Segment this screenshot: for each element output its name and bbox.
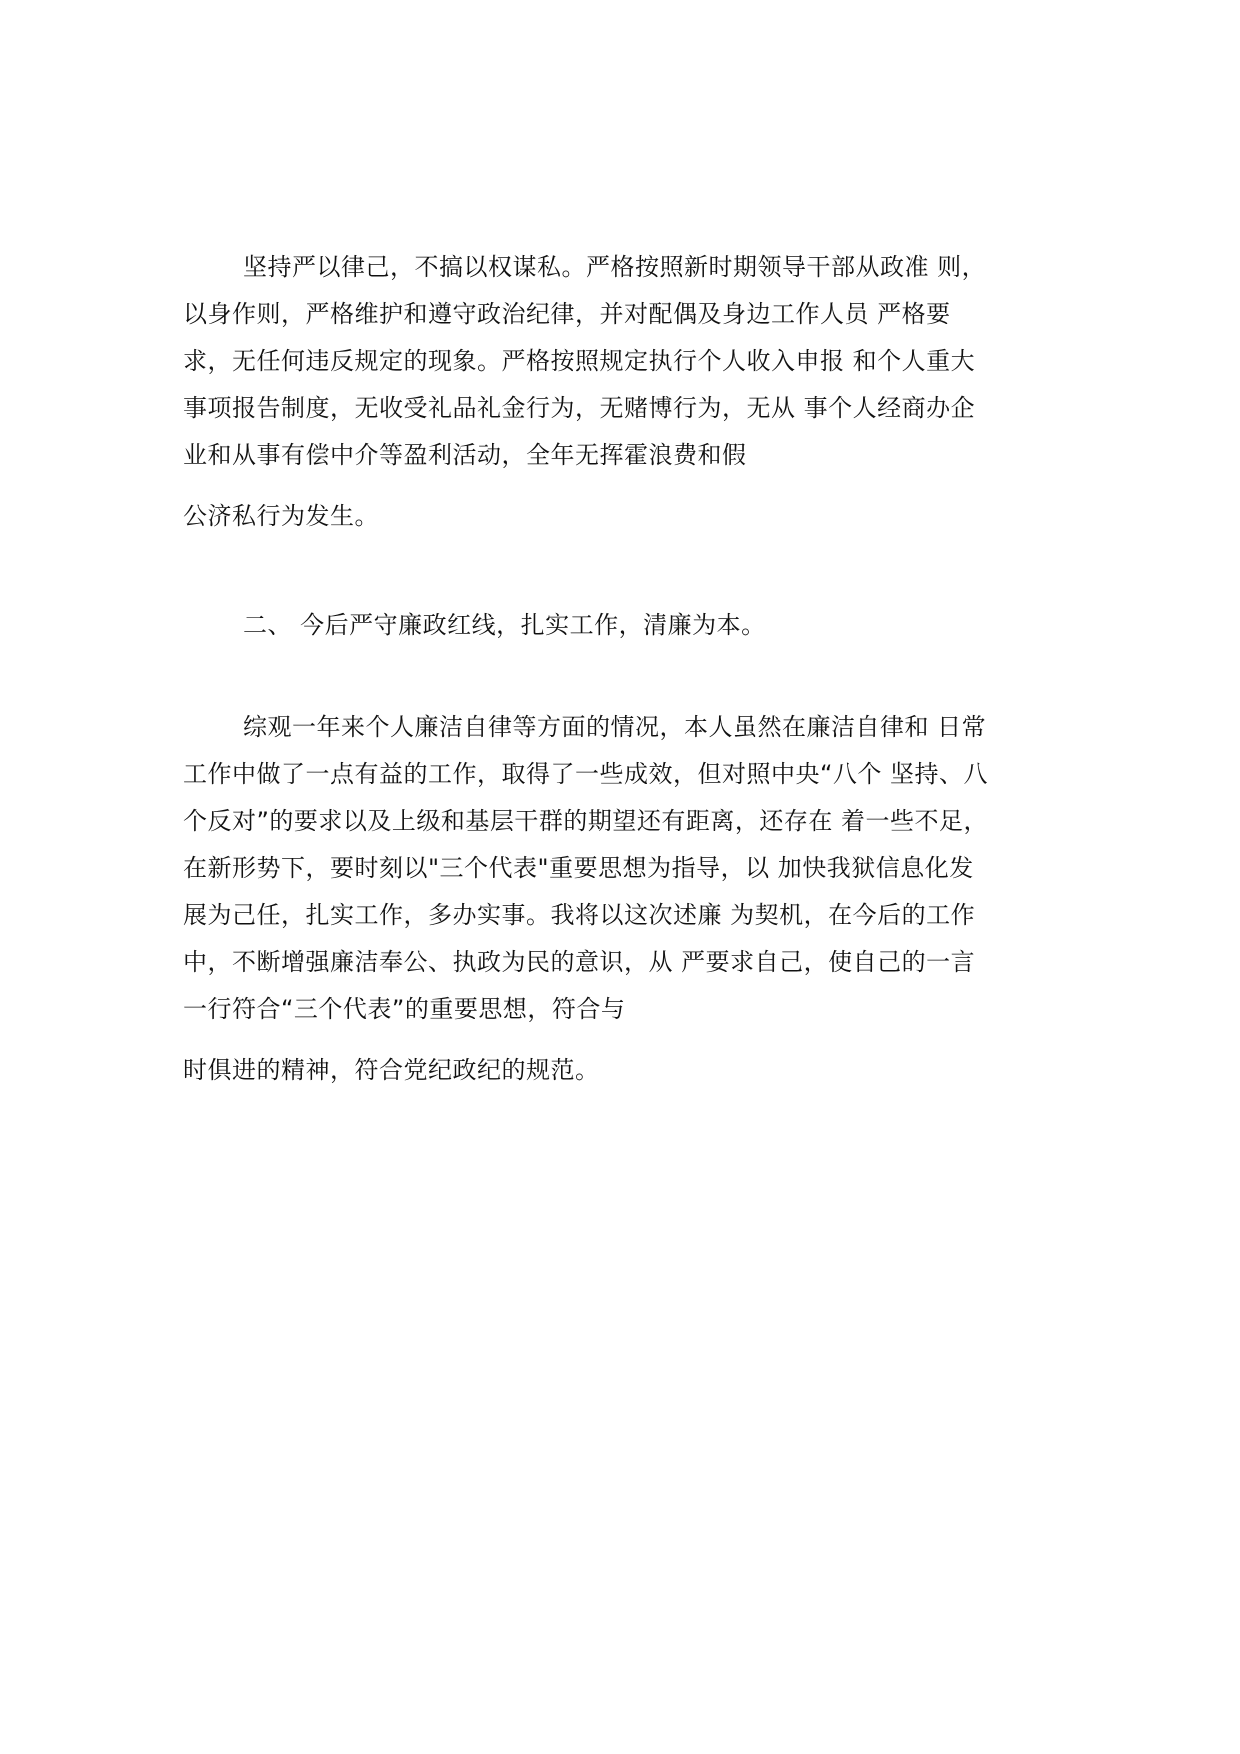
paragraph2-line-1: 综观一年来个人廉洁自律等方面的情况，本人虽然在廉洁自律和 日常 <box>243 713 987 741</box>
paragraph1-line-1: 坚持严以律己，不搞以权谋私。严格按照新时期领导干部从政准 则， <box>243 253 987 281</box>
paragraph1-line-4: 事项报告制度，无收受礼品礼金行为，无赌博行为，无从 事个人经商办企 <box>183 394 976 422</box>
paragraph2-line-7: 一行符合“三个代表”的重要思想，符合与 <box>183 995 626 1023</box>
paragraph1-line-3: 求，无任何违反规定的现象。严格按照规定执行个人收入申报 和个人重大 <box>183 347 976 375</box>
paragraph2-line-5: 展为己任，扎实工作，多办实事。我将以这次述廉 为契机，在今后的工作 <box>183 901 976 929</box>
paragraph1-line-5: 业和从事有偿中介等盈利活动，全年无挥霍浪费和假 <box>183 441 747 469</box>
section-heading-2: 二、 今后严守廉政红线，扎实工作，清廉为本。 <box>243 611 766 639</box>
paragraph2-line-6: 中，不断增强廉洁奉公、执政为民的意识，从 严要求自己，使自己的一言 <box>183 948 976 976</box>
paragraph2-tail: 时俱进的精神，符合党纪政纪的规范。 <box>183 1056 600 1084</box>
paragraph1-tail: 公济私行为发生。 <box>183 502 379 530</box>
paragraph2-line-4: 在新形势下，要时刻以"三个代表"重要思想为指导，以 加快我狱信息化发 <box>183 854 974 882</box>
paragraph2-line-2: 工作中做了一点有益的工作，取得了一些成效，但对照中央“八个 坚持、八 <box>183 760 989 788</box>
paragraph1-line-2: 以身作则，严格维护和遵守政治纪律，并对配偶及身边工作人员 严格要 <box>183 300 951 328</box>
paragraph2-line-3: 个反对”的要求以及上级和基层干群的期望还有距离，还存在 着一些不足， <box>183 807 989 835</box>
